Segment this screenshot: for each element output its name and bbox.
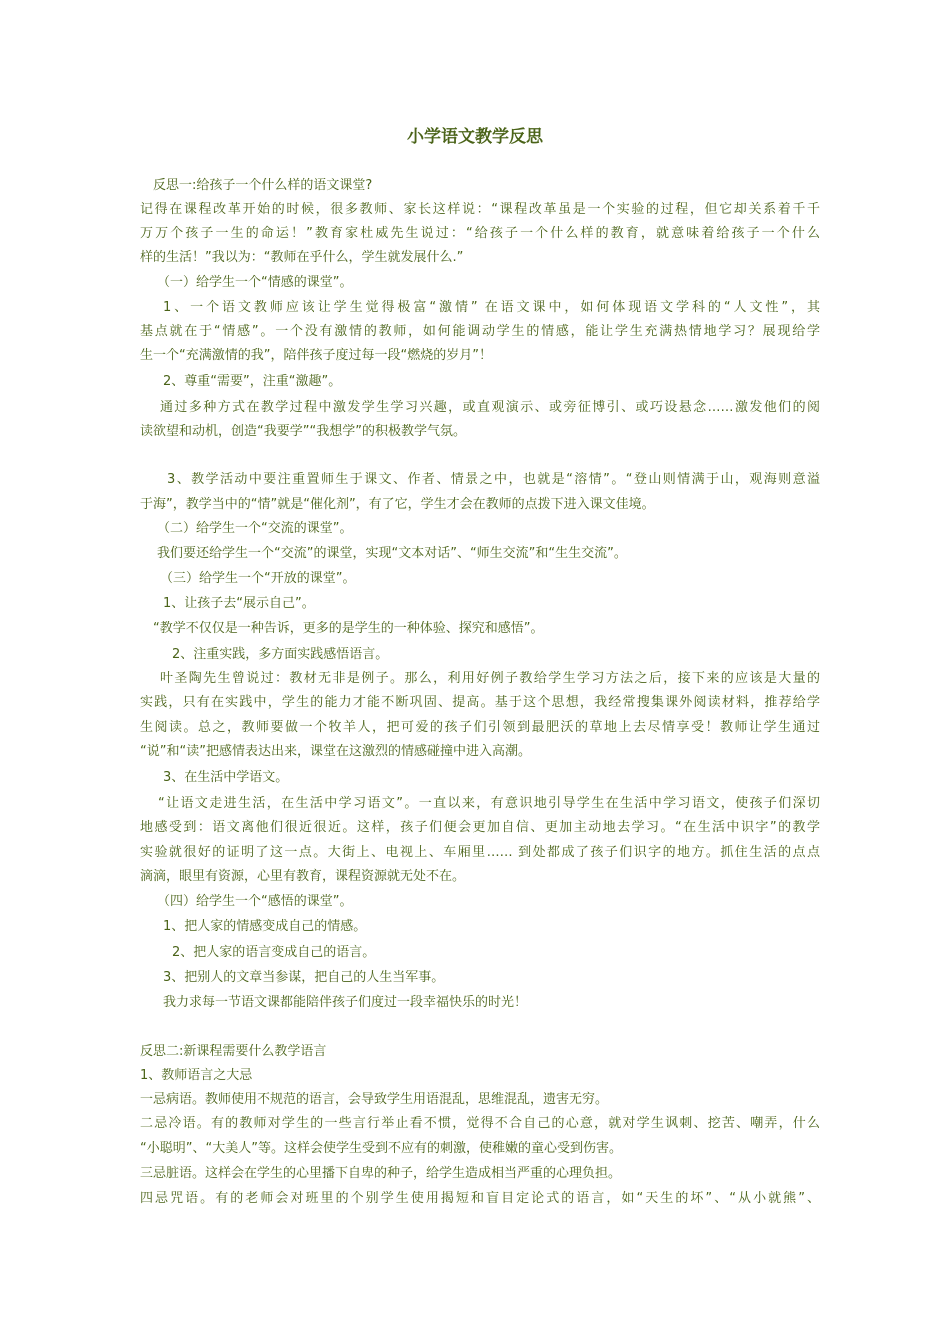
subheading-line: （一）给学生一个“情感的课堂”。 (157, 275, 353, 290)
paragraph-line: 实验就很好的证明了这一点。大街上、电视上、车厢里…… 到处都成了孩子们识字的地方。抓住生活的点点 (140, 845, 820, 860)
subheading-line: （二）给学生一个“交流的课堂”。 (157, 521, 353, 536)
paragraph-line: “说”和“读”把感情表达出来，课堂在这激烈的情感碰撞中进入高潮。 (140, 744, 531, 759)
subheading-line: （三）给学生一个“开放的课堂”。 (160, 571, 356, 586)
list-item: 3、把别人的文章当参谋，把自己的人生当军事。 (163, 970, 445, 985)
paragraph-line: 万万个孩子一生的命运！”教育家杜威先生说过：“给孩子一个什么样的教育，就意味着给孩子一个什么 (140, 226, 820, 241)
paragraph-line: 于海”，教学当中的“情”就是“催化剂”，有了它，学生才会在教师的点拨下进入课文佳境。 (140, 497, 655, 512)
paragraph-line: 记得在课程改革开始的时候，很多教师、家长这样说：“课程改革虽是一个实验的过程，但它却关系着千千 (140, 202, 820, 217)
paragraph-line: 我们要还给学生一个“交流”的课堂，实现“文本对话”、“师生交流”和“生生交流”。 (157, 546, 627, 561)
paragraph-line: 3、教学活动中要注重置师生于课文、作者、情景之中，也就是“溶情”。“登山则情满于山，观海则意溢 (167, 472, 820, 487)
paragraph-line: “让语文走进生活，在生活中学习语文”。一直以来，有意识地引导学生在生活中学习语文，使孩子们深切 (158, 796, 820, 811)
section-heading-reflection-1: 反思一:给孩子一个什么样的语文课堂? (153, 178, 373, 193)
paragraph-line: 读欲望和动机，创造“我要学”“我想学”的积极教学气氛。 (140, 424, 466, 439)
paragraph-line: 我力求每一节语文课都能陪伴孩子们度过一段幸福快乐的时光！ (163, 995, 528, 1010)
subheading-line: 2、注重实践，多方面实践感悟语言。 (172, 647, 389, 662)
section-heading-reflection-2: 反思二:新课程需要什么教学语言 (140, 1044, 327, 1059)
subheading-line: 1、让孩子去“展示自己”。 (163, 596, 315, 611)
page-title: 小学语文教学反思 (407, 127, 543, 147)
paragraph-line: 生阅读。总之，教师要做一个牧羊人，把可爱的孩子们引领到最肥沃的草地上去尽情享受！教师让学生通过 (140, 720, 820, 735)
list-item: 2、把人家的语言变成自己的语言。 (172, 945, 376, 960)
paragraph-line: “教学不仅仅是一种告诉，更多的是学生的一种体验、探究和感悟”。 (153, 621, 544, 636)
paragraph-line: 一忌病语。教师使用不规范的语言，会导致学生用语混乱，思维混乱，遗害无穷。 (140, 1092, 609, 1107)
paragraph-line: 基点就在于“情感”。一个没有激情的教师，如何能调动学生的情感，能让学生充满热情地学习？展现给学 (140, 324, 820, 339)
paragraph-line: 二忌冷语。有的教师对学生的一些言行举止看不惯，觉得不合自己的心意，就对学生讽刺、挖苦、嘲弄，什么 (140, 1116, 820, 1131)
paragraph-line: “小聪明”、“大美人”等。这样会使学生受到不应有的刺激，使稚嫩的童心受到伤害。 (140, 1141, 622, 1156)
paragraph-line: 四忌咒语。有的老师会对班里的个别学生使用揭短和盲目定论式的语言，如“天生的坏”、“从小就熊”、 (140, 1191, 820, 1206)
subheading-line: 1、教师语言之大忌 (140, 1068, 253, 1083)
paragraph-line: 样的生活！”我以为：“教师在乎什么，学生就发展什么.” (140, 250, 464, 265)
subheading-line: 2、尊重“需要”，注重“激趣”。 (163, 374, 342, 389)
paragraph-line: 地感受到：语文离他们很近很近。这样，孩子们便会更加自信、更加主动地去学习。“在生活中识字”的教学 (140, 820, 820, 835)
paragraph-line: 生一个“充满激情的我”，陪伴孩子度过每一段“燃烧的岁月”！ (140, 348, 492, 363)
subheading-line: 3、在生活中学语文。 (163, 770, 289, 785)
subheading-line: （四）给学生一个“感悟的课堂”。 (157, 894, 353, 909)
paragraph-line: 通过多种方式在教学过程中激发学生学习兴趣，或直观演示、或旁征博引、或巧设悬念……激发他们的阅 (160, 400, 820, 415)
paragraph-line: 三忌脏语。这样会在学生的心里播下自卑的种子，给学生造成相当严重的心理负担。 (140, 1166, 622, 1181)
list-item: 1、把人家的情感变成自己的情感。 (163, 919, 367, 934)
paragraph-line: 滴滴，眼里有资源，心里有教育，课程资源就无处不在。 (140, 869, 466, 884)
paragraph-line: 实践，只有在实践中，学生的能力才能不断巩固、提高。基于这个思想，我经常搜集课外阅读材料，推荐给学 (140, 695, 820, 710)
paragraph-line: 叶圣陶先生曾说过：教材无非是例子。那么，利用好例子教给学生学习方法之后，接下来的应该是大量的 (160, 671, 820, 686)
paragraph-line: 1、一个语文教师应该让学生觉得极富“激情” 在语文课中，如何体现语文学科的“人文性”，其 (163, 300, 820, 315)
